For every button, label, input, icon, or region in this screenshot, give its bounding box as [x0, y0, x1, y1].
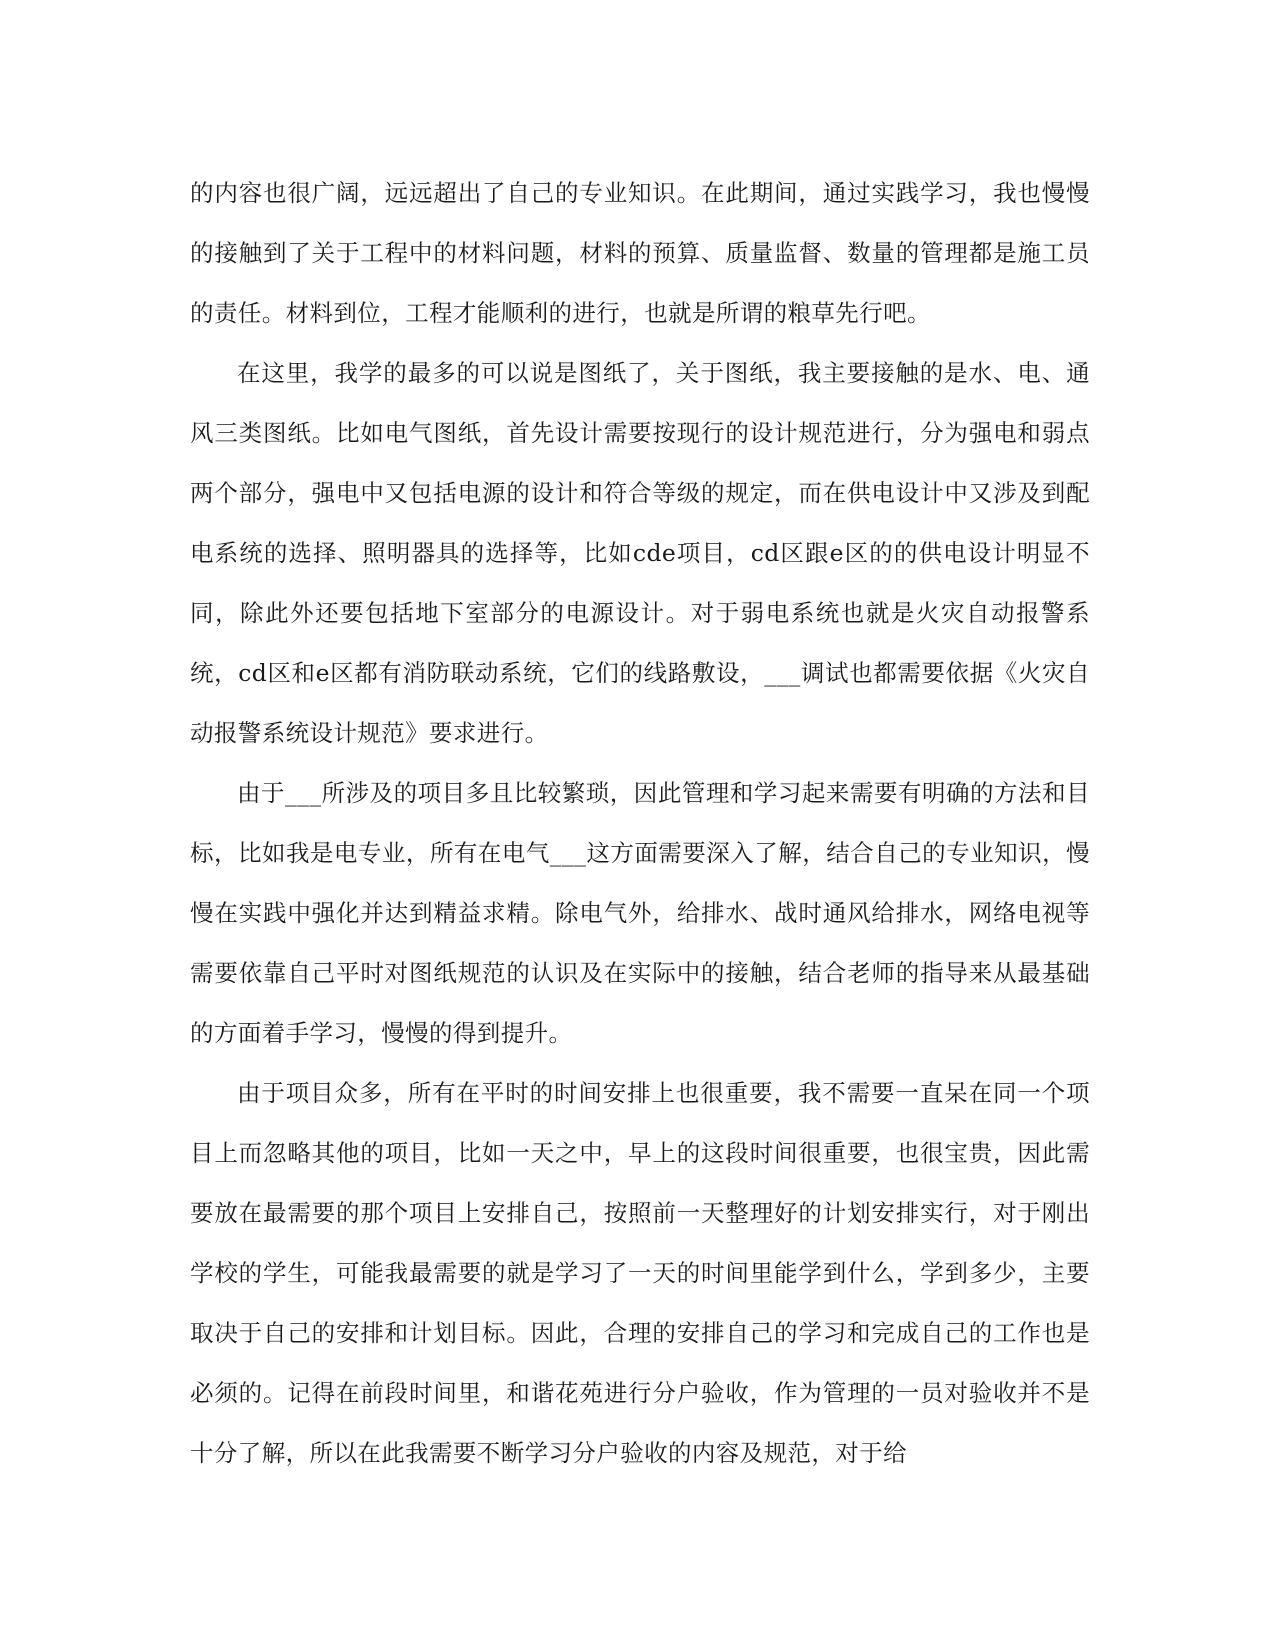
document-body — [190, 163, 1090, 1483]
paragraph-4: 由于项目众多，所有在平时的时间安排上也很重要，我不需要一直呆在同一个项目上而忽略其他的项目，比如一天之中，早上的这段时间很重要，也很宝贵，因此需要放在最需要的那个项目上安排自己，按照前一天整理好的计划安排实行，对于刚出学校的学生，可能我最需要的就是学习了一天的时间里能学到什么，学到多少，主要取决于自己的安排和计划目标。因此，合理的安排自己的学习和完成自己的工作也是必须的。记得在前段时间里，和谐花苑进行分户验收，作为管理的一员对验收并不是十分了解，所以在此我需要不断学习分户验收的内容及规范，对于给 — [190, 1079, 1090, 1467]
paragraph-1: 的内容也很广阔，远远超出了自己的专业知识。在此期间，通过实践学习，我也慢慢的接触到了关于工程中的材料问题，材料的预算、质量监督、数量的管理都是施工员的责任。材料到位，工程才能顺利的进行，也就是所谓的粮草先行吧。 — [190, 179, 1090, 327]
paragraph-2: 在这里，我学的最多的可以说是图纸了，关于图纸，我主要接触的是水、电、通风三类图纸。比如电气图纸，首先设计需要按现行的设计规范进行，分为强电和弱点两个部分，强电中又包括电源的设计和符合等级的规定，而在供电设计中又涉及到配电系统的选择、照明器具的选择等，比如cde项目，cd区跟e区的的供电设计明显不同，除此外还要包括地下室部分的电源设计。对于弱电系统也就是火灾自动报警系统，cd区和e区都有消防联动系统，它们的线路敷设，___调试也都需要依据《火灾自动报警系统设计规范》要求进行。 — [190, 359, 1090, 747]
paragraph-3: 由于___所涉及的项目多且比较繁琐，因此管理和学习起来需要有明确的方法和目标，比如我是电专业，所有在电气___这方面需要深入了解，结合自己的专业知识，慢慢在实践中强化并达到精益求精。除电气外，给排水、战时通风给排水，网络电视等需要依靠自己平时对图纸规范的认识及在实际中的接触，结合老师的指导来从最基础的方面着手学习，慢慢的得到提升。 — [190, 779, 1090, 1047]
